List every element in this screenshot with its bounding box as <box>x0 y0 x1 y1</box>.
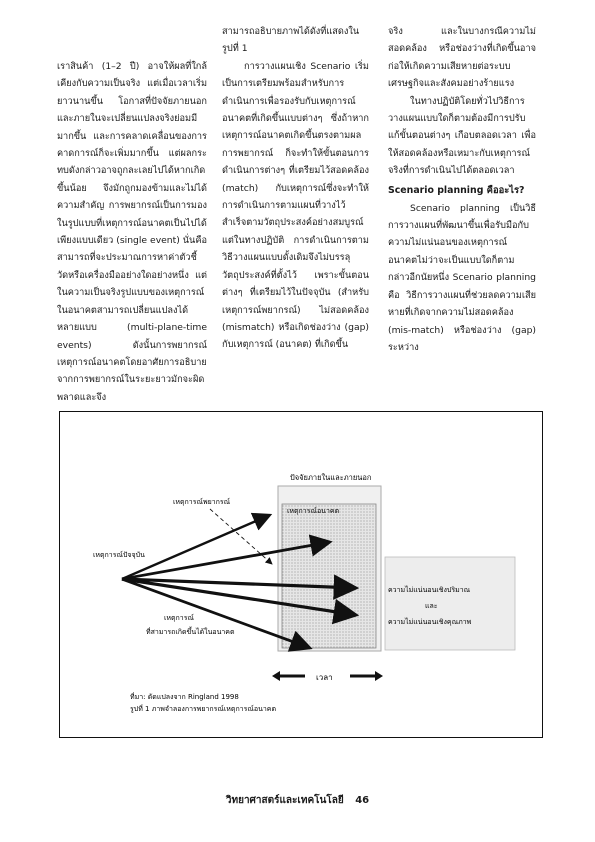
present-label: เหตุการณ์ปัจจุบัน <box>93 551 145 559</box>
paragraph: การวางแผนเชิง Scenario เริ่มเป็นการเตรียมพร้อมสำหรับการดำเนินการเพื่อรองรับกับเหตุการณ์อนาคตที่เกิดขึ้นแบบต่างๆ ซึ่งถ้าหากเหตุการณ์อนาคตเกิดขึ้นตรงตามผลการพยากรณ์ ก็จะทำให้ขั้นตอนการดำเนินการต่างๆ ที่เตรียมไว้สอดคล้อง (match) กับเหตุการณ์ซึ่งจะทำให้การดำเนินการตามแผนที่วางไว้สำเร็จตามวัตถุประสงค์อย่างสมบูรณ์ แต่ในทางปฏิบัติ การดำเนินการตามวิธีวางแผนแบบดั้งเดิมจึงไม่บรรลุวัตถุประสงค์ที่ตั้งไว้ เพราะขั้นตอนต่างๆ ที่เตรียมไว้ในปัจจุบัน (สำหรับเหตุการณ์พยากรณ์) ไม่สอดคล้อง (mismatch) หรือเกิดช่องว่าง (gap) กับเหตุการณ์ (อนาคต) ที่เกิดขึ้น <box>222 60 369 351</box>
time-label: เวลา <box>316 673 333 682</box>
journal-name: วิทยาศาสตร์และเทคโนโลยี <box>225 795 344 806</box>
page-number: 46 <box>355 795 370 806</box>
page-footer <box>0 793 595 808</box>
text-column-1 <box>57 58 207 406</box>
text-column-2 <box>222 23 369 354</box>
time-axis <box>272 671 383 682</box>
paragraph: Scenario planning เป็นวิธีการวางแผนที่พัฒนาขึ้นเพื่อรับมือกับความไม่แน่นอนของเหตุการณ์อนาคตไม่ว่าจะเป็นแบบใดก็ตาม กล่าวอีกนัยหนึ่ง Scenario planning คือ วิธีการวางแผนที่ช่วยลดความเสียหายที่เกิดจากความไม่สอดคล้อง (mis-match) หรือช่องว่าง (gap) ระหว่าง <box>388 202 536 353</box>
arrow-upper <box>122 515 270 579</box>
paragraph: ในทางปฏิบัติโดยทั่วไปวิธีการวางแผนแบบใดก็ตามต้องมีการปรับแก้ขั้นตอนต่างๆ เกือบตลอดเวลา เพื่อให้สอดคล้องหรือเหมาะกับเหตุการณ์จริงที่การดำเนินไปได้ตลอดเวลา <box>388 95 536 177</box>
uncertainty-label-3: ความไม่แน่นอนเชิงคุณภาพ <box>388 618 472 626</box>
possible-label-1: เหตุการณ์ <box>164 614 194 622</box>
uncertainty-box-label: ปัจจัยภายในและภายนอก <box>290 473 372 482</box>
paragraph: สามารถอธิบายภาพได้ดังที่แสดงในรูปที่ 1 <box>222 26 360 55</box>
time-arrowhead-right <box>375 671 383 681</box>
uncertainty-label-2: และ <box>425 602 438 610</box>
possible-label-2: ที่สามารถเกิดขึ้นได้ในอนาคต <box>146 628 235 636</box>
uncertainty-label-1: ความไม่แน่นอนเชิงปริมาณ <box>388 586 471 594</box>
text-column-3 <box>388 23 536 356</box>
section-heading: Scenario planning คืออะไร? <box>388 184 525 196</box>
figure-frame <box>59 411 543 738</box>
forecast-label: เหตุการณ์พยากรณ์ <box>173 498 231 506</box>
future-events-label: เหตุการณ์อนาคต <box>287 507 340 515</box>
paragraph: เราสินค้า (1–2 ปี) อาจให้ผลที่ใกล้เคียงกับความเป็นจริง แต่เมื่อเวลาเริ่มยาวนานขึ้น โอกาสที่ปัจจัยภายนอกและภายในจะเปลี่ยนแปลงจริงย่อมมีมากขึ้น และการคลาดเคลื่อนของการคาดการณ์ก็จะเพิ่มมากขึ้น แต่ผลกระทบดังกล่าวอาจถูกละเลยไปได้หากเกิดขึ้นน้อย จึงมักถูกมองข้ามและไม่ได้ความสำคัญ การพยากรณ์เป็นการมองในรูปแบบที่เหตุการณ์อนาคตเป็นไปได้เพียงแบบเดียว (single event) นั่นคือสามารถที่จะประมาณการหาค่าตัวชี้วัดหรือเครื่องมืออย่างใดอย่างหนึ่ง แต่ในความเป็นจริงรูปแบบของเหตุการณ์ในอนาคตสามารถเปลี่ยนแปลงได้หลายแบบ (multi-plane-time events) ดังนั้นการพยากรณ์เหตุการณ์อนาคตโดยอาศัยการอธิบายจากการพยากรณ์ในระยะยาวมักจะผิดพลาดและจึง <box>57 61 207 403</box>
paragraph: จริง และในบางกรณีความไม่สอดคล้อง หรือช่องว่างที่เกิดขึ้นอาจก่อให้เกิดความเสียหายต่อระบบเศรษฐกิจและสังคมอย่างร้ายแรง <box>388 26 536 90</box>
time-arrowhead-left <box>272 671 280 681</box>
figure-caption: รูปที่ 1 ภาพจำลองการพยากรณ์เหตุการณ์อนาคต <box>130 705 277 713</box>
source-line: ที่มา: ดัดแปลงจาก Ringland 1998 <box>130 693 239 701</box>
uncertainty-types-box <box>385 557 515 650</box>
future-events-box <box>282 504 376 648</box>
scenario-diagram <box>60 412 542 737</box>
